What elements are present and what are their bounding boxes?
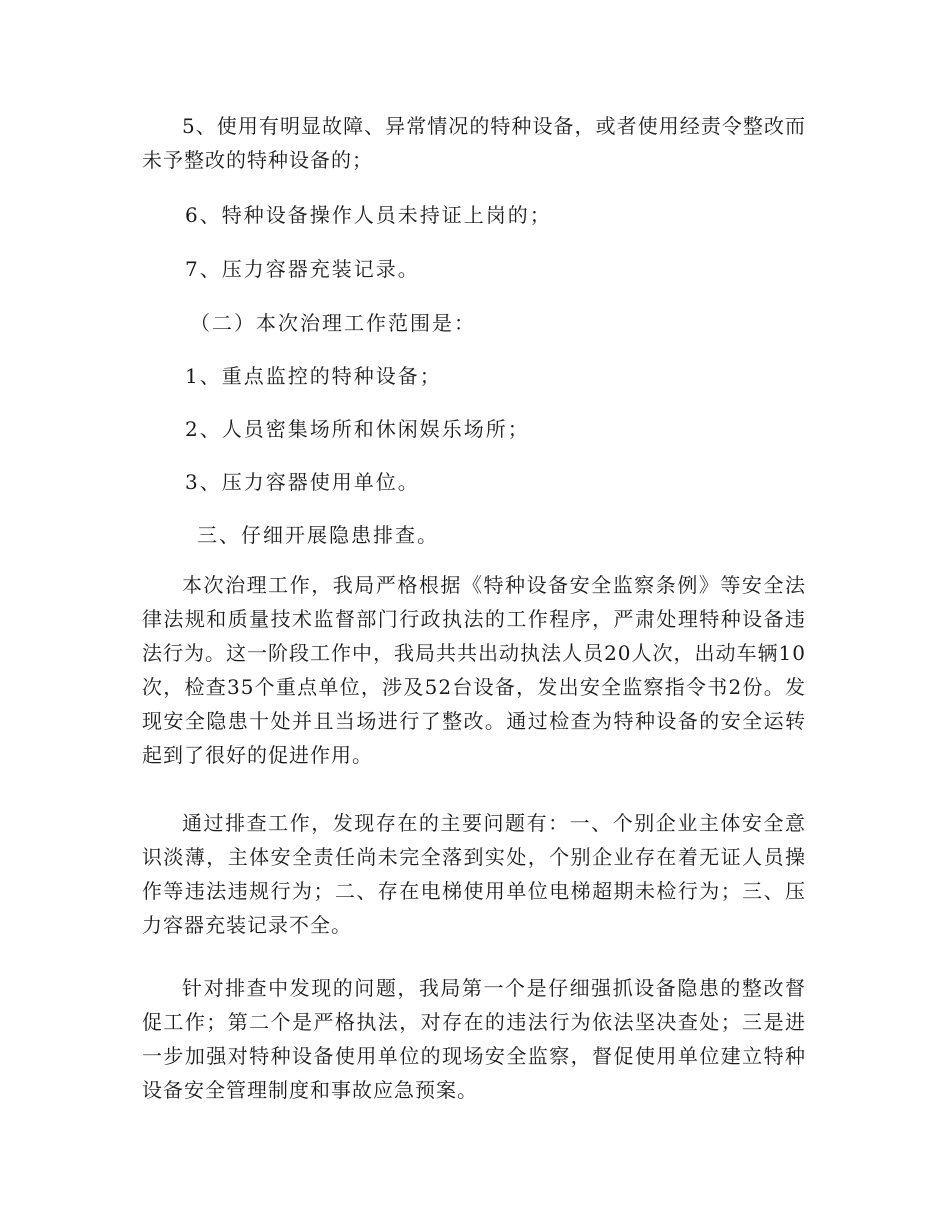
item-6: 6、特种设备操作人员未持证上岗的； (185, 203, 552, 227)
section-2-heading: （二）本次治理工作范围是： (190, 311, 476, 335)
paragraph-inspection: 本次治理工作，我局严格根据《特种设备安全监察条例》等安全法律法规和质量技术监督部门行政执法的工作程序，严肃处理特种设备违法行为。这一阶段工作中，我局共共出动执法人员20人次，出动车辆10次，检查35个重点单位，涉及52台设备，发出安全监察指令书2份。发现安全隐患十处并且当场进行了整改。通过检查为特种设备的安全运转起到了很好的促进作用。 (142, 573, 806, 767)
scope-item-2: 2、人员密集场所和休闲娱乐场所； (185, 417, 530, 441)
item-5: 5、使用有明显故障、异常情况的特种设备，或者使用经责令整改而未予整改的特种设备的； (142, 114, 806, 172)
paragraph-problems: 通过排查工作，发现存在的主要问题有：一、个别企业主体安全意识淡薄，主体安全责任尚未完全落到实处，个别企业存在着无证人员操作等违法违规行为；二、存在电梯使用单位电梯超期未检行为；三、压力容器充装记录不全。 (142, 811, 806, 937)
item-7: 7、压力容器充装记录。 (185, 257, 420, 281)
section-3-heading: 三、仔细开展隐患排查。 (197, 523, 439, 547)
scope-item-1: 1、重点监控的特种设备； (185, 364, 442, 388)
scope-item-3: 3、压力容器使用单位。 (185, 470, 420, 494)
paragraph-measures: 针对排查中发现的问题，我局第一个是仔细强抓设备隐患的整改督促工作；第二个是严格执法，对存在的违法行为依法坚决查处；三是进一步加强对特种设备使用单位的现场安全监察，督促使用单位建立特种设备安全管理制度和事故应急预案。 (142, 976, 806, 1102)
